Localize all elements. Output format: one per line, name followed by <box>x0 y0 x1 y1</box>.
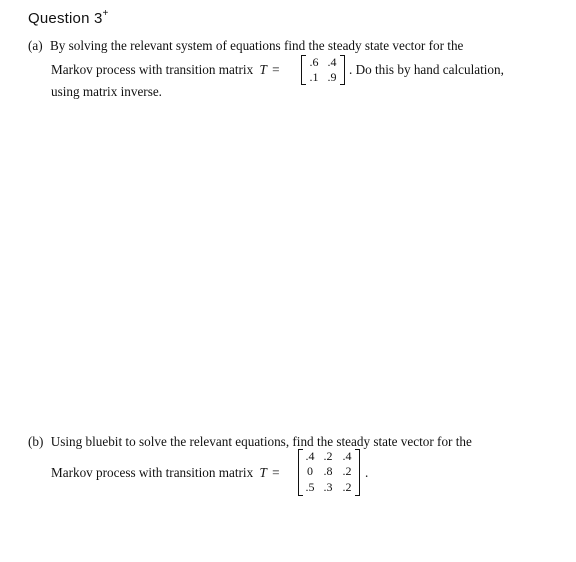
matrix-cell: .2 <box>342 464 352 478</box>
matrix-right-bracket <box>355 449 360 496</box>
question-label: Question 3 <box>28 10 103 27</box>
part-b-matrix <box>298 449 360 496</box>
matrix-cell: .4 <box>305 449 315 463</box>
part-a-line-1 <box>28 38 463 54</box>
matrix-cell: .4 <box>327 55 337 69</box>
part-b-var: T <box>259 465 267 480</box>
matrix-cell: .5 <box>305 480 315 494</box>
part-b-text-2: Markov process with transition matrix <box>51 465 254 480</box>
part-a-matrix <box>301 55 345 85</box>
part-a-text-1: By solving the relevant system of equations find the steady state vector for the <box>49 38 464 53</box>
part-a-line-3: using matrix inverse. <box>51 84 162 99</box>
matrix-cell: .3 <box>323 480 333 494</box>
part-b-line-2-pre <box>51 465 280 481</box>
matrix-right-bracket <box>340 55 345 85</box>
part-a-text-2: Markov process with transition matrix <box>51 62 254 77</box>
part-a-eq: = <box>272 62 280 77</box>
question-mark: + <box>102 8 109 19</box>
part-b-eq: = <box>272 465 280 480</box>
matrix-cell: .2 <box>323 449 333 463</box>
part-b-line-1 <box>28 434 472 450</box>
question-title <box>28 9 109 27</box>
part-a-label: (a) <box>28 38 43 53</box>
matrix-cell: .1 <box>309 70 319 84</box>
part-a-line-2-pre <box>51 62 280 78</box>
part-b-line-2-post: . <box>365 465 369 480</box>
part-b-label: (b) <box>28 434 44 449</box>
matrix-cell: .4 <box>342 449 352 463</box>
matrix-cell: .9 <box>327 70 337 84</box>
matrix-cell: .2 <box>342 480 352 494</box>
part-b-text-1: Using bluebit to solve the relevant equations, find the steady state vector for the <box>50 434 472 449</box>
part-a-line-2-post: . Do this by hand calculation, <box>349 62 504 77</box>
part-a-var: T <box>259 62 267 77</box>
matrix-cell: 0 <box>307 464 313 478</box>
matrix-cell: .6 <box>309 55 319 69</box>
matrix-cell: .8 <box>323 464 333 478</box>
